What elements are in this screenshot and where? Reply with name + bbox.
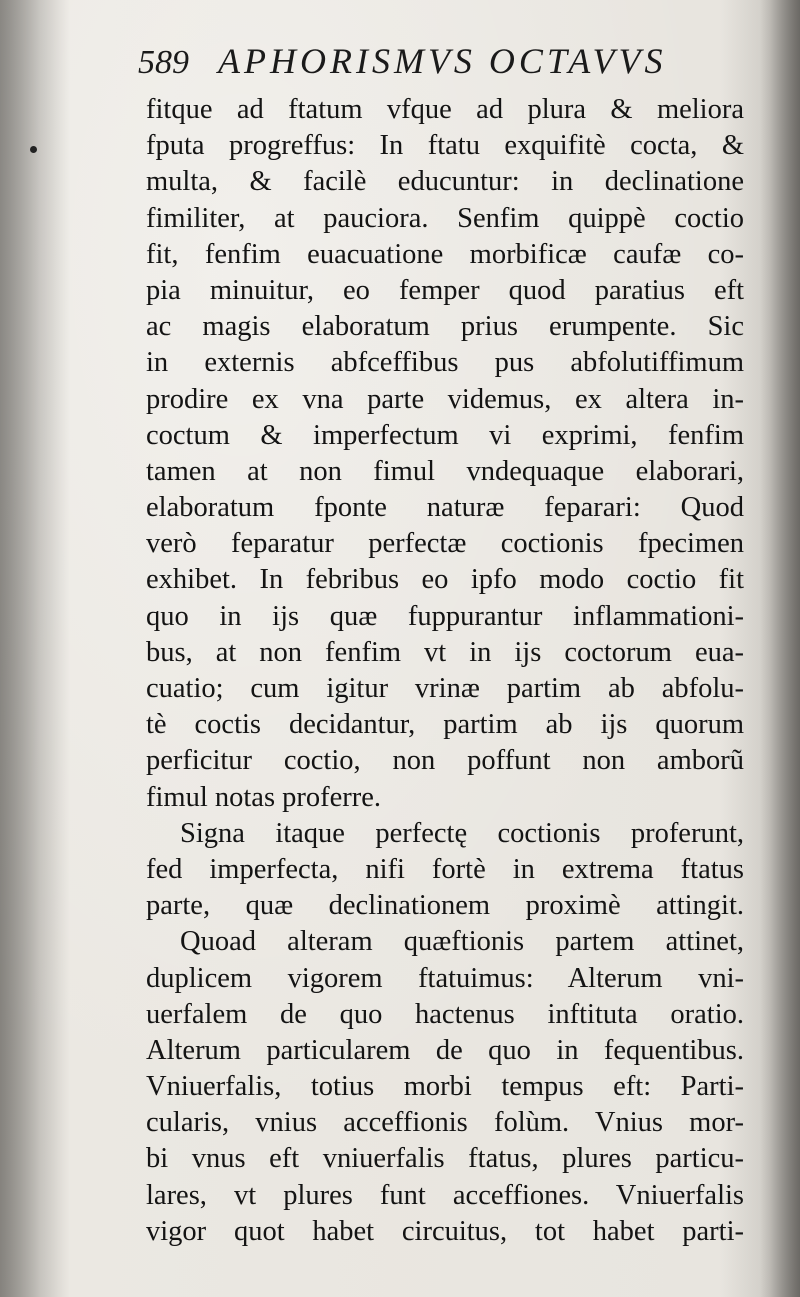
- text-line: uerfalem de quo hactenus inftituta oratio.: [146, 998, 744, 1030]
- text-line: lares, vt plures funt acceffiones. Vniuerfalis: [146, 1179, 744, 1211]
- text-line: Alterum particularem de quo in fequentibus.: [146, 1034, 744, 1066]
- text-line: quo in ijs quæ fuppurantur inflammationi-: [146, 600, 744, 632]
- running-head: [138, 38, 738, 86]
- text-line: ac magis elaboratum prius erumpente. Sic: [146, 311, 744, 343]
- text-line: pia minuitur, eo femper quod paratius eft: [146, 274, 744, 306]
- text-line: exhibet. In febribus eo ipfo modo coctio fit: [146, 564, 744, 596]
- text-line: Vniuerfalis, totius morbi tempus eft: Parti-: [146, 1071, 744, 1103]
- text-line: fit, fenfim euacuatione morbificæ caufæ co-: [146, 238, 744, 270]
- text-line: bi vnus eft vniuerfalis ftatus, plures particu-: [146, 1143, 744, 1175]
- page-number: 589: [138, 44, 189, 81]
- text-line: bus, at non fenfim vt in ijs coctorum eua-: [146, 636, 744, 668]
- text-line: multa, & facilè educuntur: in declinatione: [146, 166, 744, 198]
- text-line: fputa progreffus: In ftatu exquifitè cocta, &: [146, 130, 744, 162]
- text-line: vigor quot habet circuitus, tot habet parti-: [146, 1215, 744, 1247]
- text-line: verò feparatur perfectæ coctionis fpecimen: [146, 528, 744, 560]
- ink-speck: [30, 146, 37, 153]
- text-line: cularis, vnius acceffionis folùm. Vnius mor-: [146, 1107, 744, 1139]
- text-line: in externis abfceffibus pus abfolutiffimum: [146, 347, 744, 379]
- text-line: Signa itaque perfectę coctionis proferunt,: [180, 817, 744, 849]
- header-title: APHORISMVS OCTAVVS: [218, 41, 667, 81]
- text-line: tamen at non fimul vndequaque elaborari,: [146, 455, 744, 487]
- text-line: cuatio; cum igitur vrinæ partim ab abfolu-: [146, 673, 744, 704]
- text-line: tè coctis decidantur, partim ab ijs quorum: [146, 709, 744, 741]
- text-line: elaboratum fponte naturæ feparari: Quod: [146, 492, 744, 524]
- text-line: parte, quæ declinationem proximè attingit.: [146, 890, 744, 922]
- text-line: fimiliter, at pauciora. Senfim quippè coctio: [146, 202, 744, 234]
- body-text: [146, 92, 744, 1250]
- text-line: fimul notas proferre.: [146, 781, 382, 813]
- text-line: coctum & imperfectum vi exprimi, fenfim: [146, 419, 744, 451]
- text-line: Quoad alteram quæftionis partem attinet,: [180, 926, 744, 958]
- text-line: fed imperfecta, nifi fortè in extrema ftatus: [146, 853, 744, 885]
- gutter-shadow: [0, 0, 70, 1297]
- text-line: prodire ex vna parte videmus, ex altera in-: [146, 383, 744, 415]
- page-edge-shadow: [760, 0, 800, 1297]
- text-line: duplicem vigorem ftatuimus: Alterum vni-: [146, 962, 744, 994]
- text-line: fitque ad ftatum vfque ad plura & meliora: [146, 94, 744, 125]
- text-line: perficitur coctio, non poffunt non amborũ: [146, 745, 744, 777]
